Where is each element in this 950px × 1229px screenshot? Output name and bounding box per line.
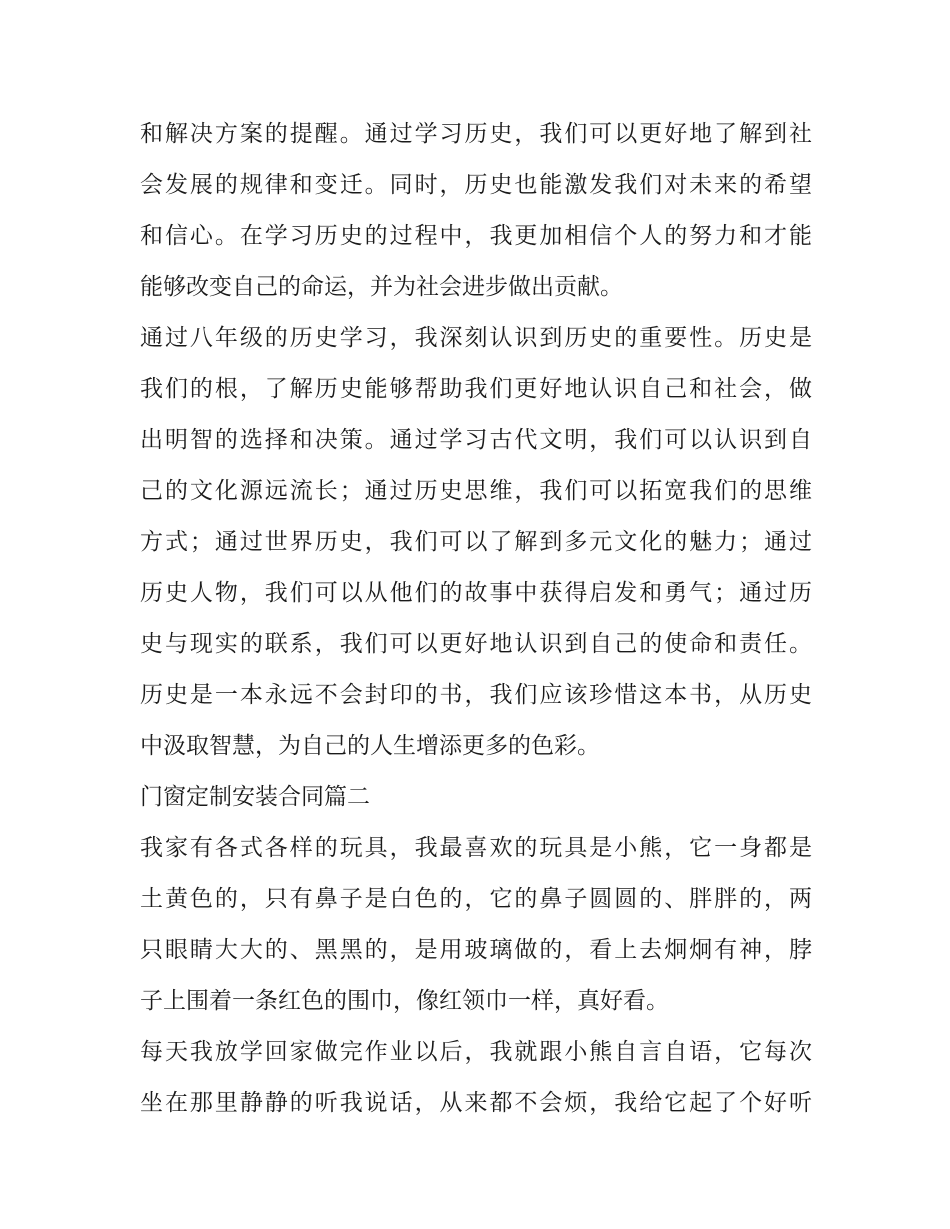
text-line: 方式；通过世界历史，我们可以了解到多元文化的魅力；通过 — [140, 529, 812, 555]
text-line: 每天我放学回家做完作业以后，我就跟小熊自言自语，它每次 — [140, 1039, 812, 1065]
text-line: 历史是一本永远不会封印的书，我们应该珍惜这本书，从历史 — [140, 682, 812, 708]
text-line: 只眼睛大大的、黑黑的，是用玻璃做的，看上去炯炯有神，脖 — [140, 937, 812, 963]
paragraph — [140, 1027, 812, 1129]
section-heading — [140, 772, 812, 823]
text-line: 土黄色的，只有鼻子是白色的，它的鼻子圆圆的、胖胖的，两 — [140, 886, 812, 912]
text-line: 出明智的选择和决策。通过学习古代文明，我们可以认识到自 — [140, 427, 812, 453]
text-line: 我们的根，了解历史能够帮助我们更好地认识自己和社会，做 — [140, 376, 812, 402]
text-line: 坐在那里静静的听我说话，从来都不会烦，我给它起了个好听 — [140, 1090, 812, 1116]
text-line: 历史人物，我们可以从他们的故事中获得启发和勇气；通过历 — [140, 580, 812, 606]
text-line: 会发展的规律和变迁。同时，历史也能激发我们对未来的希望 — [140, 172, 812, 198]
heading-text: 门窗定制安装合同篇二 — [140, 784, 370, 810]
paragraph — [140, 823, 812, 1027]
text-line: 我家有各式各样的玩具，我最喜欢的玩具是小熊，它一身都是 — [140, 835, 812, 861]
text-line: 己的文化源远流长；通过历史思维，我们可以拓宽我们的思维 — [140, 478, 812, 504]
text-line: 和信心。在学习历史的过程中，我更加相信个人的努力和才能 — [140, 223, 812, 249]
text-line: 子上围着一条红色的围巾，像红领巾一样，真好看。 — [140, 988, 669, 1014]
document-body — [140, 109, 812, 1129]
text-line: 和解决方案的提醒。通过学习历史，我们可以更好地了解到社 — [140, 121, 812, 147]
text-line: 史与现实的联系，我们可以更好地认识到自己的使命和责任。 — [140, 631, 812, 657]
paragraph — [140, 109, 812, 313]
paragraph — [140, 670, 812, 772]
text-line: 能够改变自己的命运，并为社会进步做出贡献。 — [140, 274, 623, 300]
text-line: 通过八年级的历史学习，我深刻认识到历史的重要性。历史是 — [140, 325, 812, 351]
text-line: 中汲取智慧，为自己的人生增添更多的色彩。 — [140, 733, 600, 759]
paragraph — [140, 313, 812, 670]
